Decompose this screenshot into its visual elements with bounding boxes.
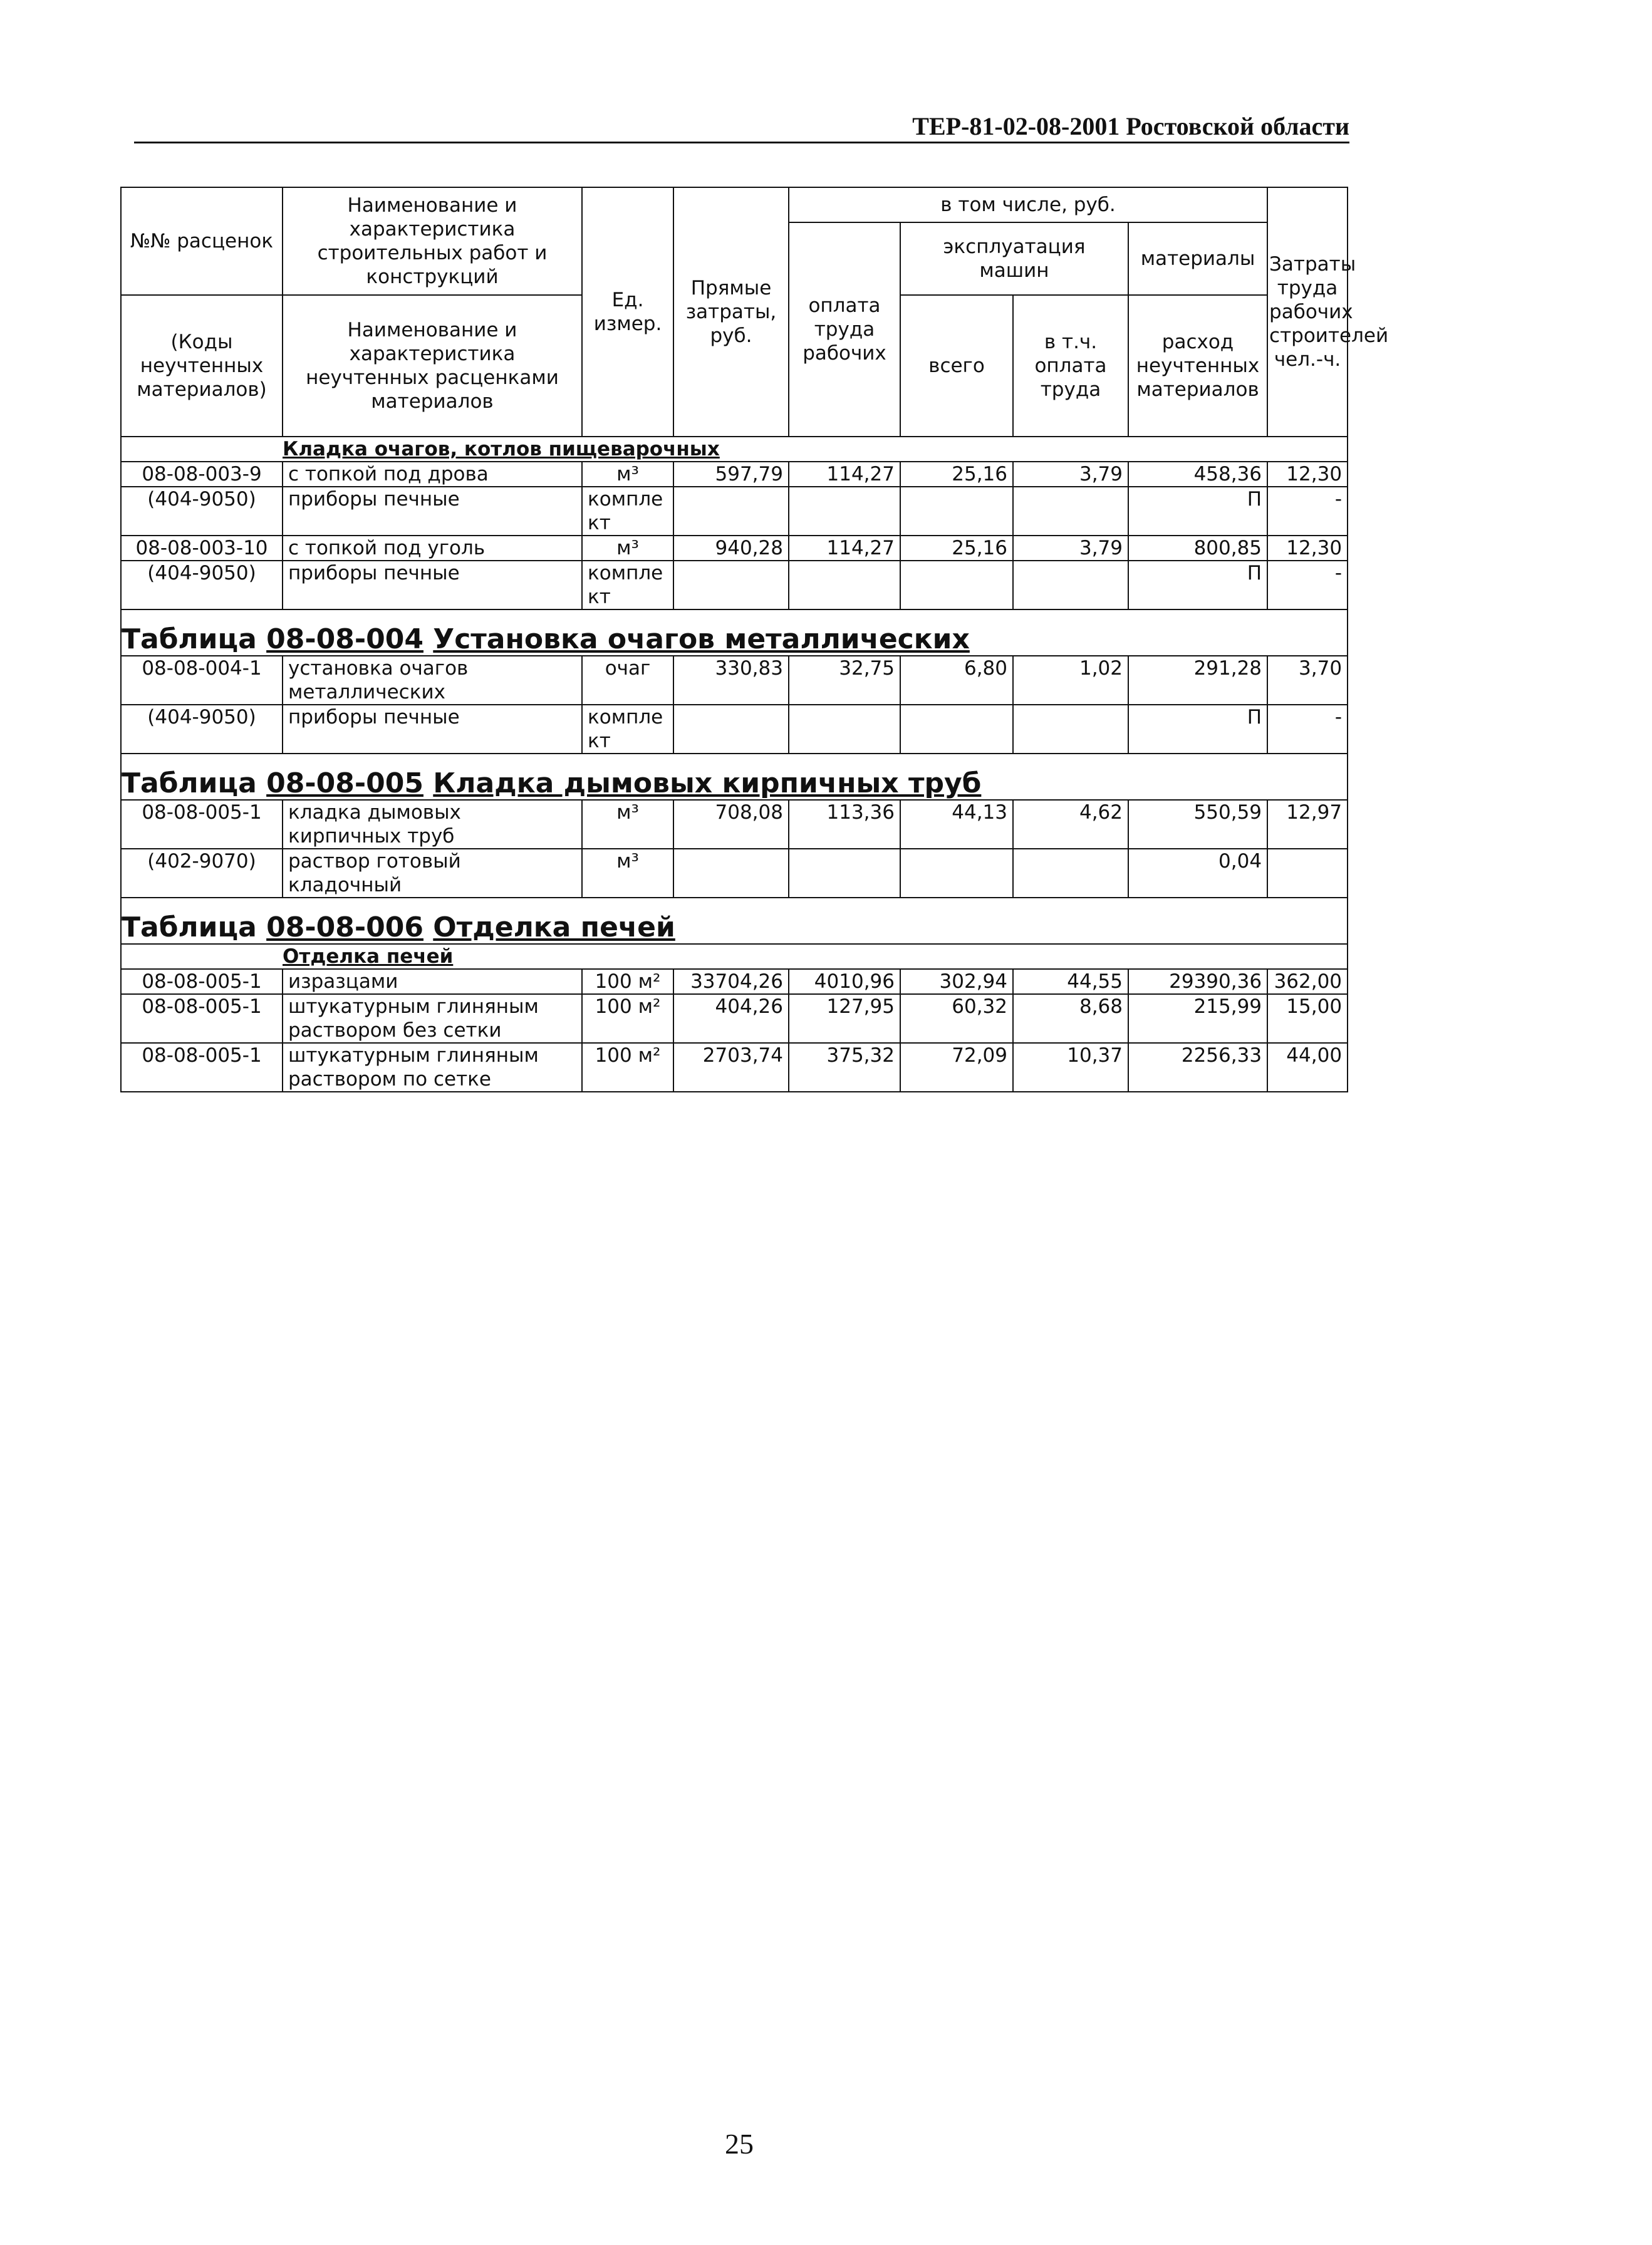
work-name: штукатурным глиняным раствором по сетке: [283, 1043, 582, 1092]
wages: 113,36: [789, 800, 900, 849]
machines-wages: 4,62: [1013, 800, 1128, 849]
direct-costs: [673, 849, 789, 898]
materials: 29390,36: [1128, 969, 1267, 994]
section-title: Отделка печей: [283, 944, 1348, 969]
labor: 3,70: [1267, 656, 1348, 705]
machines-total: [900, 487, 1013, 536]
table-row: [121, 1043, 1348, 1092]
table-row: [121, 487, 1348, 536]
col-unit: Ед. измер.: [582, 187, 673, 437]
machines-total: [900, 705, 1013, 754]
material-code: (402-9070): [121, 849, 283, 898]
labor: -: [1267, 487, 1348, 536]
section-title-row: [121, 437, 1348, 462]
material-name: приборы печные: [283, 487, 582, 536]
rate-code: 08-08-005-1: [121, 800, 283, 849]
unit: м³: [582, 536, 673, 561]
rates-table: [120, 187, 1389, 1092]
table-title-row: [121, 754, 1348, 800]
machines-wages: 3,79: [1013, 462, 1128, 487]
materials: 800,85: [1128, 536, 1267, 561]
materials: П: [1128, 561, 1267, 609]
table-row: [121, 705, 1348, 754]
labor: -: [1267, 561, 1348, 609]
machines-wages: [1013, 849, 1128, 898]
labor: [1267, 849, 1348, 898]
machines-total: 72,09: [900, 1043, 1013, 1092]
col-direct: Прямые затраты, руб.: [673, 187, 789, 437]
wages: [789, 561, 900, 609]
labor: 12,30: [1267, 462, 1348, 487]
direct-costs: [673, 561, 789, 609]
materials: 2256,33: [1128, 1043, 1267, 1092]
machines-total: 60,32: [900, 994, 1013, 1043]
materials: П: [1128, 705, 1267, 754]
machines-wages: [1013, 487, 1128, 536]
unit: комплект: [582, 705, 673, 754]
table-row: [121, 656, 1348, 705]
rate-code: 08-08-005-1: [121, 1043, 283, 1092]
page-number: 25: [725, 2128, 754, 2160]
section-title-row: [121, 944, 1348, 969]
wages: 4010,96: [789, 969, 900, 994]
table-title-row: [121, 898, 1348, 944]
table-number: 08-08-005: [266, 767, 423, 799]
direct-costs: 2703,74: [673, 1043, 789, 1092]
unit: м³: [582, 849, 673, 898]
machines-total: 302,94: [900, 969, 1013, 994]
labor: 12,30: [1267, 536, 1348, 561]
col-name-bottom: Наименование и характеристика неучтенных расценками материалов: [283, 295, 582, 437]
work-name: изразцами: [283, 969, 582, 994]
table-title: Отделка печей: [433, 911, 675, 943]
material-code: (404-9050): [121, 705, 283, 754]
material-code: (404-9050): [121, 561, 283, 609]
header-rule: [134, 142, 1349, 143]
unit: м³: [582, 800, 673, 849]
work-name: кладка дымовых кирпичных труб: [283, 800, 582, 849]
rate-code: 08-08-003-9: [121, 462, 283, 487]
table-title-row: [121, 609, 1348, 656]
materials: 0,04: [1128, 849, 1267, 898]
work-name: с топкой под дрова: [283, 462, 582, 487]
direct-costs: 708,08: [673, 800, 789, 849]
table-prefix: Таблица: [122, 767, 257, 799]
col-materials-sub: расход неучтенных материалов: [1128, 295, 1267, 437]
wages: [789, 705, 900, 754]
table-row: [121, 969, 1348, 994]
labor: 362,00: [1267, 969, 1348, 994]
table-row: [121, 800, 1348, 849]
machines-total: 6,80: [900, 656, 1013, 705]
col-machines-wages: в т.ч. оплата труда: [1013, 295, 1128, 437]
table-prefix: Таблица: [122, 911, 257, 943]
machines-total: 25,16: [900, 536, 1013, 561]
direct-costs: 940,28: [673, 536, 789, 561]
wages: [789, 849, 900, 898]
wages: 375,32: [789, 1043, 900, 1092]
wages: 114,27: [789, 536, 900, 561]
materials: П: [1128, 487, 1267, 536]
unit: очаг: [582, 656, 673, 705]
labor: 15,00: [1267, 994, 1348, 1043]
unit: 100 м²: [582, 994, 673, 1043]
machines-total: 44,13: [900, 800, 1013, 849]
machines-wages: 10,37: [1013, 1043, 1128, 1092]
labor: 44,00: [1267, 1043, 1348, 1092]
col-code-top: №№ расценок: [121, 187, 283, 295]
page-header: ТЕР-81-02-08-2001 Ростовской области: [912, 112, 1349, 140]
col-code-bottom: (Коды неучтенных материалов): [121, 295, 283, 437]
machines-wages: [1013, 561, 1128, 609]
table-title: Установка очагов металлических: [433, 623, 970, 655]
col-machines-total: всего: [900, 295, 1013, 437]
rate-code: 08-08-005-1: [121, 994, 283, 1043]
machines-wages: 1,02: [1013, 656, 1128, 705]
direct-costs: 33704,26: [673, 969, 789, 994]
unit: 100 м²: [582, 1043, 673, 1092]
materials: 215,99: [1128, 994, 1267, 1043]
section-title: Кладка очагов, котлов пищеварочных: [283, 437, 1348, 462]
direct-costs: [673, 705, 789, 754]
col-machines: эксплуатация машин: [900, 222, 1128, 295]
direct-costs: 404,26: [673, 994, 789, 1043]
col-labor: Затраты труда рабочих строителей чел.-ч.: [1267, 187, 1348, 437]
labor: 12,97: [1267, 800, 1348, 849]
col-name-top: Наименование и характеристика строительных работ и конструкций: [283, 187, 582, 295]
machines-total: 25,16: [900, 462, 1013, 487]
table-row: [121, 849, 1348, 898]
col-materials: материалы: [1128, 222, 1267, 295]
machines-wages: [1013, 705, 1128, 754]
direct-costs: 597,79: [673, 462, 789, 487]
wages: 32,75: [789, 656, 900, 705]
table-row: [121, 561, 1348, 609]
work-name: с топкой под уголь: [283, 536, 582, 561]
col-incl: в том числе, руб.: [789, 187, 1267, 222]
wages: 114,27: [789, 462, 900, 487]
table-row: [121, 536, 1348, 561]
col-wages: оплата труда рабочих: [789, 222, 900, 437]
wages: 127,95: [789, 994, 900, 1043]
materials: 291,28: [1128, 656, 1267, 705]
machines-wages: 3,79: [1013, 536, 1128, 561]
machines-wages: 44,55: [1013, 969, 1128, 994]
materials: 458,36: [1128, 462, 1267, 487]
material-code: (404-9050): [121, 487, 283, 536]
rate-code: 08-08-003-10: [121, 536, 283, 561]
rate-code: 08-08-004-1: [121, 656, 283, 705]
labor: -: [1267, 705, 1348, 754]
work-name: штукатурным глиняным раствором без сетки: [283, 994, 582, 1043]
material-name: приборы печные: [283, 561, 582, 609]
machines-total: [900, 849, 1013, 898]
materials: 550,59: [1128, 800, 1267, 849]
table-row: [121, 994, 1348, 1043]
unit: комплект: [582, 561, 673, 609]
table-prefix: Таблица: [122, 623, 257, 655]
machines-total: [900, 561, 1013, 609]
machines-wages: 8,68: [1013, 994, 1128, 1043]
material-name: приборы печные: [283, 705, 582, 754]
unit: комплект: [582, 487, 673, 536]
table-title: Кладка дымовых кирпичных труб: [433, 767, 982, 799]
rate-code: 08-08-005-1: [121, 969, 283, 994]
unit: 100 м²: [582, 969, 673, 994]
material-name: раствор готовый кладочный: [283, 849, 582, 898]
direct-costs: [673, 487, 789, 536]
direct-costs: 330,83: [673, 656, 789, 705]
wages: [789, 487, 900, 536]
unit: м³: [582, 462, 673, 487]
table-number: 08-08-004: [266, 623, 423, 655]
table-row: [121, 462, 1348, 487]
work-name: установка очагов металлических: [283, 656, 582, 705]
table-number: 08-08-006: [266, 911, 423, 943]
header-row-1: [121, 187, 1348, 222]
